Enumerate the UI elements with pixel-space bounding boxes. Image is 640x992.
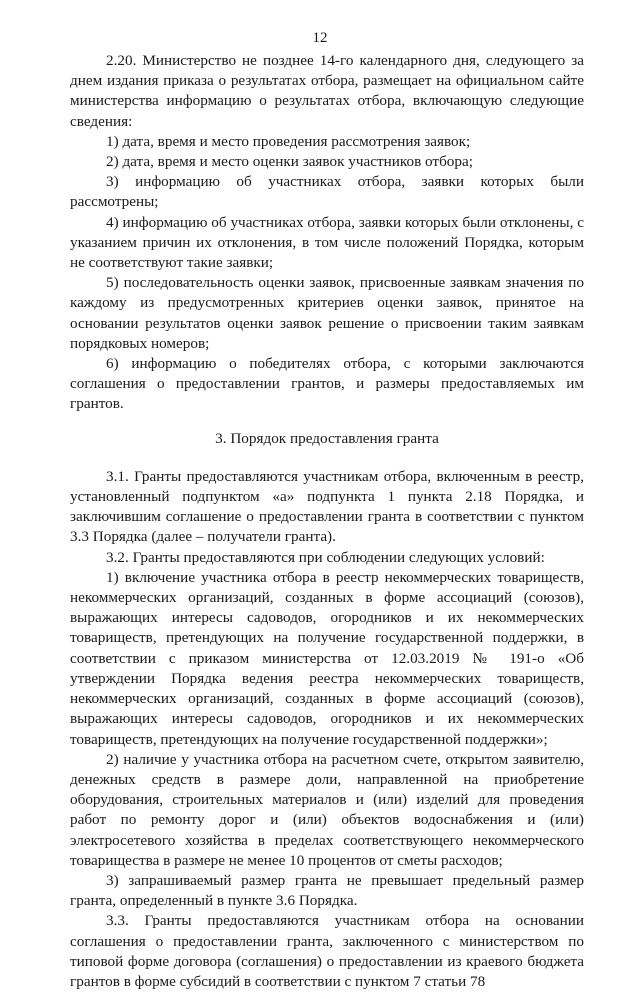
condition-2: 2) наличие у участника отбора на расчетном счете, открытом заявителю, денежных средств в размере доли, направленной на приобретение оборудования, строительных материалов и (или) изделий для проведения работ по ремонту дорог и (или) объектов водоснабжения и (или) электросетевого хозяйства в пределах соответствующего некоммерческого товарищества в размере не менее 10 процентов от сметы расходов; [70, 750, 584, 869]
list-item-4: 4) информацию об участниках отбора, заявки которых были отклонены, с указанием причин их отклонения, в том числе положений Порядка, которым не соответствуют такие заявки; [70, 213, 584, 272]
section-heading: 3. Порядок предоставления гранта [215, 429, 439, 447]
list-item-2: 2) дата, время и место оценки заявок участников отбора; [106, 153, 473, 171]
list-item-5: 5) последовательность оценки заявок, присвоенные заявкам значения по каждому из предусмотренных критериев оценки заявок, принятое на основании результатов оценки заявок решение о присвоении таким заявкам порядковых номеров; [70, 274, 584, 352]
list-item-3: 3) информацию об участниках отбора, заявки которых были рассмотрены; [70, 173, 584, 211]
paragraph-3-3: 3.3. Гранты предоставляются участникам отбора на основании соглашения о предоставлении гранта, заключенного с министерством по типовой форме договора (соглашения) о предоставлении из краевого бюджета грантов в форме субсидий в соответствии с пунктом 7 статьи 78 [70, 912, 584, 990]
paragraph-3-2: 3.2. Гранты предоставляются при соблюдении следующих условий: [106, 548, 545, 566]
condition-3: 3) запрашиваемый размер гранта не превышает предельный размер гранта, определенный в пункте 3.6 Порядка. [70, 871, 584, 910]
document-body [70, 51, 584, 992]
page-number: 12 [312, 30, 328, 46]
condition-1: 1) включение участника отбора в реестр некоммерческих товариществ, некоммерческих организаций, созданных в форме ассоциаций (союзов), выражающих интересы садоводов, огородников и их некоммерческих товариществ, претендующих на получение государственной поддержки, в соответствии с приказом министерства от 12.03.2019 № 191-о «Об утверждении Порядка ведения реестра некоммерческих товариществ, некоммерческих организаций, созданных в форме ассоциаций (союзов), выражающих интересы садоводов, огородников и их некоммерческих товариществ, претендующих на получение государственной поддержки»; [70, 568, 584, 748]
list-item-6: 6) информацию о победителях отбора, с которыми заключаются соглашения о предоставлении грантов, и размеры предоставляемых им грантов. [70, 355, 584, 413]
paragraph-2-20: 2.20. Министерство не позднее 14-го календарного дня, следующего за днем издания приказа о результатах отбора, размещает на официальном сайте министерства информацию о результатах отбора, включающую следующие сведения: [70, 52, 584, 130]
paragraph-3-1: 3.1. Гранты предоставляются участникам отбора, включенным в реестр, установленный подпунктом «а» подпункта 1 пункта 2.18 Порядка, и заключившим соглашение о предоставлении гранта в соответствии с пунктом 3.3 Порядка (далее – получатели гранта). [70, 467, 584, 546]
list-item-1: 1) дата, время и место проведения рассмотрения заявок; [106, 132, 471, 150]
